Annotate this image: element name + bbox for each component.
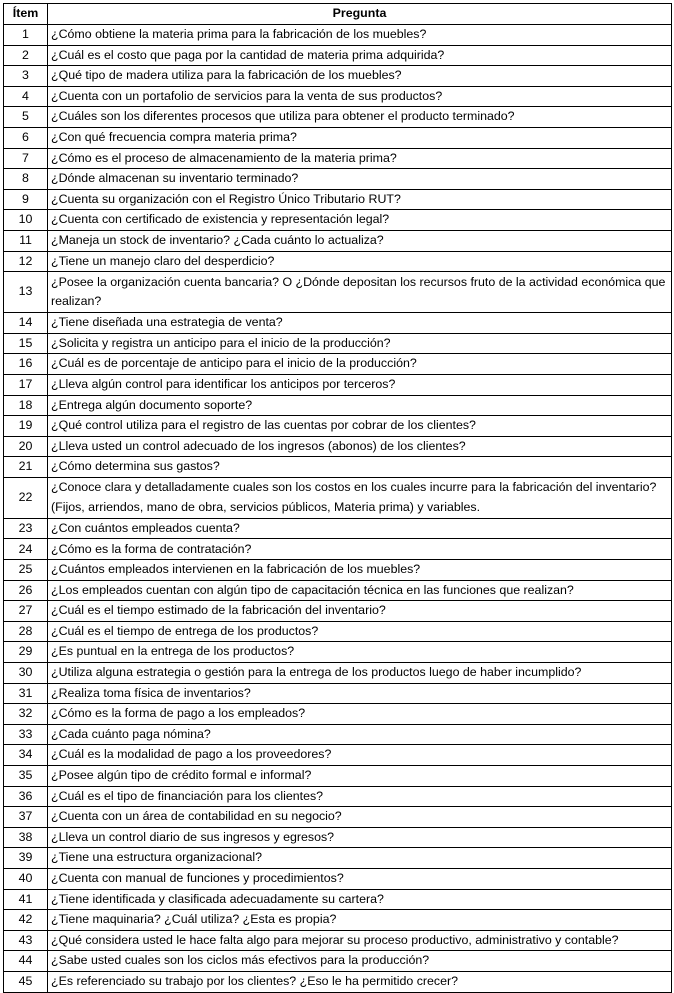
item-number: 18 bbox=[4, 395, 48, 416]
question-text: ¿Tiene un manejo claro del desperdicio? bbox=[48, 251, 672, 272]
table-row bbox=[4, 910, 672, 931]
table-row bbox=[4, 560, 672, 581]
question-text: ¿Cuál es el tiempo estimado de la fabricación del inventario? bbox=[48, 601, 672, 622]
item-number: 23 bbox=[4, 518, 48, 539]
item-number: 6 bbox=[4, 127, 48, 148]
question-text: ¿Cuáles son los diferentes procesos que utiliza para obtener el producto terminado? bbox=[48, 107, 672, 128]
table-row bbox=[4, 127, 672, 148]
table-row bbox=[4, 272, 672, 313]
table-row bbox=[4, 663, 672, 684]
document-page bbox=[3, 3, 672, 993]
table-row bbox=[4, 395, 672, 416]
table-row bbox=[4, 868, 672, 889]
question-text: ¿Tiene identificada y clasificada adecuadamente su cartera? bbox=[48, 889, 672, 910]
table-row bbox=[4, 189, 672, 210]
table-row bbox=[4, 457, 672, 478]
item-number: 40 bbox=[4, 868, 48, 889]
question-text: ¿Es referenciado su trabajo por los clientes? ¿Eso le ha permitido crecer? bbox=[48, 971, 672, 992]
item-number: 4 bbox=[4, 86, 48, 107]
item-number: 20 bbox=[4, 436, 48, 457]
item-number: 34 bbox=[4, 745, 48, 766]
question-text: ¿Lleva usted un control adecuado de los ingresos (abonos) de los clientes? bbox=[48, 436, 672, 457]
table-header-row bbox=[4, 4, 672, 25]
table-row bbox=[4, 848, 672, 869]
item-number: 7 bbox=[4, 148, 48, 169]
table-row bbox=[4, 724, 672, 745]
table-row bbox=[4, 766, 672, 787]
table-row bbox=[4, 66, 672, 87]
question-text: ¿Cómo es el proceso de almacenamiento de la materia prima? bbox=[48, 148, 672, 169]
question-text: ¿Tiene maquinaria? ¿Cuál utiliza? ¿Esta es propia? bbox=[48, 910, 672, 931]
item-number: 2 bbox=[4, 45, 48, 66]
question-text: ¿Cómo es la forma de contratación? bbox=[48, 539, 672, 560]
question-text: ¿Cuenta con manual de funciones y procedimientos? bbox=[48, 868, 672, 889]
table-row bbox=[4, 230, 672, 251]
item-number: 1 bbox=[4, 25, 48, 46]
question-text: ¿Cuál es el costo que paga por la cantidad de materia prima adquirida? bbox=[48, 45, 672, 66]
question-text: ¿Tiene una estructura organizacional? bbox=[48, 848, 672, 869]
table-row bbox=[4, 621, 672, 642]
question-column-header: Pregunta bbox=[48, 4, 672, 25]
item-number: 39 bbox=[4, 848, 48, 869]
item-number: 26 bbox=[4, 580, 48, 601]
item-column-header: Ítem bbox=[4, 4, 48, 25]
question-text: ¿Utiliza alguna estrategia o gestión para la entrega de los productos luego de haber incumplido? bbox=[48, 663, 672, 684]
item-number: 10 bbox=[4, 210, 48, 231]
table-row bbox=[4, 683, 672, 704]
table-row bbox=[4, 169, 672, 190]
table-row bbox=[4, 374, 672, 395]
item-number: 32 bbox=[4, 704, 48, 725]
question-text: ¿Cuál es la modalidad de pago a los proveedores? bbox=[48, 745, 672, 766]
question-text: ¿Lleva un control diario de sus ingresos y egresos? bbox=[48, 827, 672, 848]
question-text: ¿Cada cuánto paga nómina? bbox=[48, 724, 672, 745]
question-text: ¿Cuál es el tipo de financiación para los clientes? bbox=[48, 786, 672, 807]
table-row bbox=[4, 786, 672, 807]
item-number: 12 bbox=[4, 251, 48, 272]
item-number: 43 bbox=[4, 930, 48, 951]
item-number: 22 bbox=[4, 477, 48, 518]
item-number: 13 bbox=[4, 272, 48, 313]
table-row bbox=[4, 477, 672, 518]
item-number: 45 bbox=[4, 971, 48, 992]
question-text: ¿Qué tipo de madera utiliza para la fabricación de los muebles? bbox=[48, 66, 672, 87]
question-text: ¿Cuántos empleados intervienen en la fabricación de los muebles? bbox=[48, 560, 672, 581]
item-number: 16 bbox=[4, 354, 48, 375]
question-text: ¿Cuál es de porcentaje de anticipo para el inicio de la producción? bbox=[48, 354, 672, 375]
table-row bbox=[4, 601, 672, 622]
table-row bbox=[4, 951, 672, 972]
item-number: 33 bbox=[4, 724, 48, 745]
item-number: 9 bbox=[4, 189, 48, 210]
item-number: 27 bbox=[4, 601, 48, 622]
table-row bbox=[4, 210, 672, 231]
question-text: ¿Solicita y registra un anticipo para el inicio de la producción? bbox=[48, 333, 672, 354]
table-row bbox=[4, 251, 672, 272]
item-number: 31 bbox=[4, 683, 48, 704]
item-number: 8 bbox=[4, 169, 48, 190]
table-row bbox=[4, 436, 672, 457]
item-number: 19 bbox=[4, 416, 48, 437]
table-row bbox=[4, 807, 672, 828]
question-text: ¿Cuenta con un área de contabilidad en su negocio? bbox=[48, 807, 672, 828]
item-number: 28 bbox=[4, 621, 48, 642]
question-text: ¿Cuál es el tiempo de entrega de los productos? bbox=[48, 621, 672, 642]
table-row bbox=[4, 704, 672, 725]
question-text: ¿Posee la organización cuenta bancaria? O ¿Dónde depositan los recursos fruto de la actividad económica que realizan? bbox=[48, 272, 672, 313]
table-body bbox=[4, 25, 672, 993]
item-number: 15 bbox=[4, 333, 48, 354]
table-row bbox=[4, 333, 672, 354]
item-number: 30 bbox=[4, 663, 48, 684]
item-number: 37 bbox=[4, 807, 48, 828]
item-number: 35 bbox=[4, 766, 48, 787]
table-row bbox=[4, 518, 672, 539]
table-row bbox=[4, 313, 672, 334]
question-text: ¿Qué control utiliza para el registro de las cuentas por cobrar de los clientes? bbox=[48, 416, 672, 437]
question-text: ¿Cómo determina sus gastos? bbox=[48, 457, 672, 478]
table-row bbox=[4, 971, 672, 992]
item-number: 29 bbox=[4, 642, 48, 663]
question-text: ¿Sabe usted cuales son los ciclos más efectivos para la producción? bbox=[48, 951, 672, 972]
table-row bbox=[4, 539, 672, 560]
question-text: ¿Entrega algún documento soporte? bbox=[48, 395, 672, 416]
item-number: 3 bbox=[4, 66, 48, 87]
table-row bbox=[4, 45, 672, 66]
question-text: ¿Cuenta con un portafolio de servicios para la venta de sus productos? bbox=[48, 86, 672, 107]
item-number: 41 bbox=[4, 889, 48, 910]
table-row bbox=[4, 745, 672, 766]
questions-table bbox=[3, 3, 672, 993]
item-number: 21 bbox=[4, 457, 48, 478]
table-row bbox=[4, 148, 672, 169]
table-row bbox=[4, 354, 672, 375]
item-number: 11 bbox=[4, 230, 48, 251]
item-number: 44 bbox=[4, 951, 48, 972]
table-row bbox=[4, 930, 672, 951]
question-text: ¿Con cuántos empleados cuenta? bbox=[48, 518, 672, 539]
table-row bbox=[4, 580, 672, 601]
table-row bbox=[4, 107, 672, 128]
item-number: 38 bbox=[4, 827, 48, 848]
question-text: ¿Cuenta su organización con el Registro Único Tributario RUT? bbox=[48, 189, 672, 210]
table-row bbox=[4, 416, 672, 437]
table-row bbox=[4, 86, 672, 107]
question-text: ¿Lleva algún control para identificar los anticipos por terceros? bbox=[48, 374, 672, 395]
question-text: ¿Cómo es la forma de pago a los empleados? bbox=[48, 704, 672, 725]
question-text: ¿Tiene diseñada una estrategia de venta? bbox=[48, 313, 672, 334]
item-number: 5 bbox=[4, 107, 48, 128]
question-text: ¿Es puntual en la entrega de los productos? bbox=[48, 642, 672, 663]
question-text: ¿Conoce clara y detalladamente cuales son los costos en los cuales incurre para la fabricación del inventario? (Fijos, arriendos, mano de obra, servicios públicos, Materia prima) y variables. bbox=[48, 477, 672, 518]
question-text: ¿Realiza toma física de inventarios? bbox=[48, 683, 672, 704]
question-text: ¿Cómo obtiene la materia prima para la fabricación de los muebles? bbox=[48, 25, 672, 46]
table-row bbox=[4, 642, 672, 663]
table-row bbox=[4, 827, 672, 848]
question-text: ¿Cuenta con certificado de existencia y representación legal? bbox=[48, 210, 672, 231]
question-text: ¿Los empleados cuentan con algún tipo de capacitación técnica en las funciones que realizan? bbox=[48, 580, 672, 601]
item-number: 36 bbox=[4, 786, 48, 807]
item-number: 25 bbox=[4, 560, 48, 581]
question-text: ¿Dónde almacenan su inventario terminado? bbox=[48, 169, 672, 190]
question-text: ¿Maneja un stock de inventario? ¿Cada cuánto lo actualiza? bbox=[48, 230, 672, 251]
item-number: 17 bbox=[4, 374, 48, 395]
item-number: 24 bbox=[4, 539, 48, 560]
item-number: 42 bbox=[4, 910, 48, 931]
item-number: 14 bbox=[4, 313, 48, 334]
question-text: ¿Posee algún tipo de crédito formal e informal? bbox=[48, 766, 672, 787]
table-row bbox=[4, 889, 672, 910]
question-text: ¿Con qué frecuencia compra materia prima? bbox=[48, 127, 672, 148]
question-text: ¿Qué considera usted le hace falta algo para mejorar su proceso productivo, administrativo y contable? bbox=[48, 930, 672, 951]
table-row bbox=[4, 25, 672, 46]
